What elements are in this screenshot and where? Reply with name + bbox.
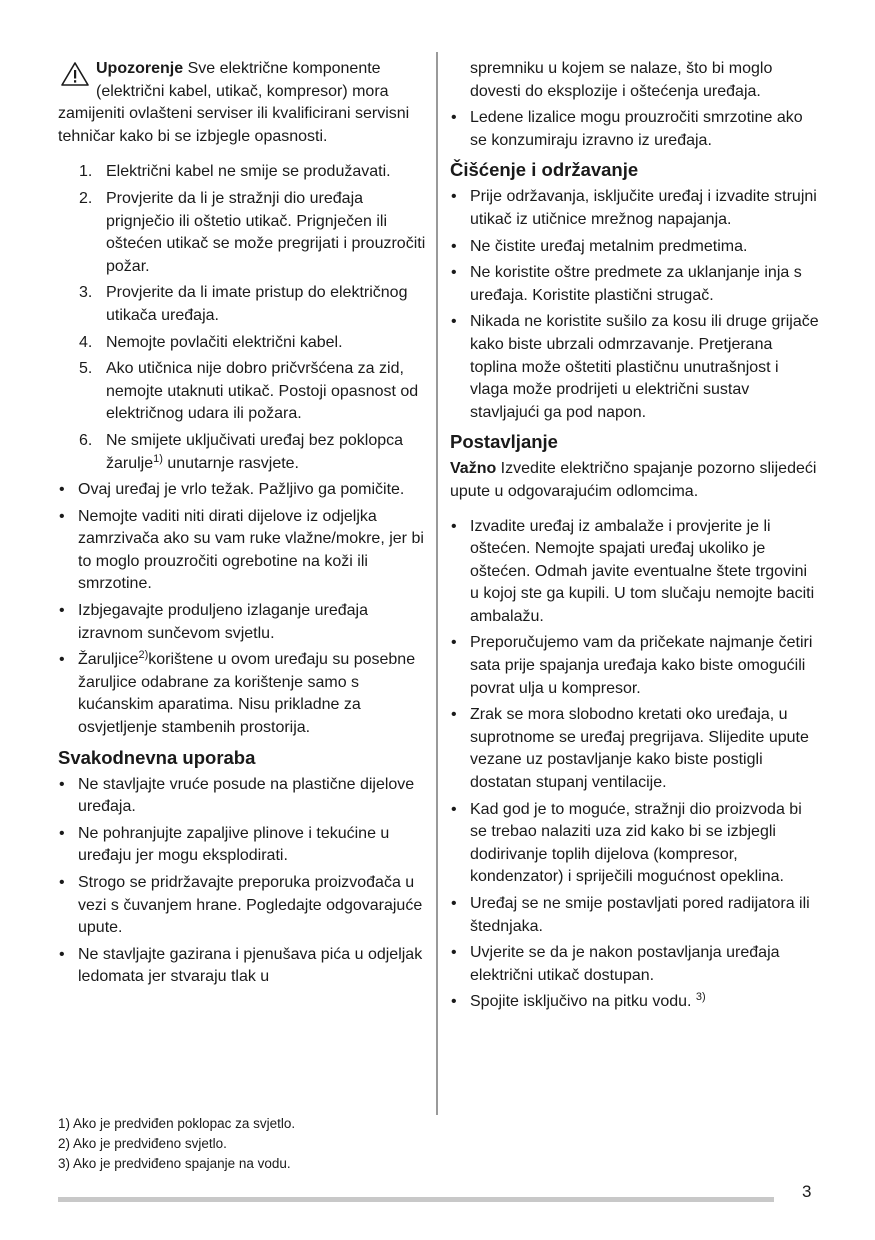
footnote-2: 2) Ako je predviđeno svjetlo. (58, 1136, 227, 1151)
item-text-cont: korištene u ovom uređaju su posebne žaruljice odabrane za korištenje samo s kućanskim aparatima. Nisu prikladne za osvjetljenje stambenih prostorija. (78, 651, 416, 737)
list-item: • Izbjegavajte produljeno izlaganje uređaja izravnom sunčevom svjetlu. (59, 602, 368, 642)
daily-use-list-continued (450, 58, 820, 152)
warning-label: Upozorenje (96, 60, 184, 77)
column-divider (436, 52, 438, 1115)
item-text: Nemojte povlačiti električni kabel. (106, 333, 343, 351)
warning-first-line (58, 58, 428, 81)
list-item: • Izvadite uređaj iz ambalaže i provjerite je li oštećen. Nemojte spajati uređaj ukoliko je oštećen. Odmah javite eventualne štete trgovini u kojoj ste ga kupili. U tom slučaju nemojte baciti ambalažu. (451, 517, 815, 625)
item-number: 1. (79, 163, 93, 181)
item-text: Ne smijete uključivati uređaj bez poklopca žarulje (106, 431, 404, 472)
section-heading-installation: Postavljanje (450, 431, 558, 453)
item-text: Uvjerite se da je nakon postavljanja uređaja električni utikač dostupan. (470, 944, 780, 984)
item-text: Nemojte vaditi niti dirati dijelove iz odjeljka zamrzivača ako su vam ruke vlažne/mokre, jer bi to moglo prouzročiti ogrebotine na koži ili smrzotine. (78, 507, 424, 593)
warning-block (58, 58, 428, 148)
warning-text-2: (električni kabel, utikač, kompresor) mora zamijeniti ovlašteni serviser ili kvalificirani servisni tehničar kako bi se izbjegle opasnosti. (58, 82, 410, 145)
installation-list (450, 516, 820, 1014)
item-text: Ako utičnica nije dobro pričvršćena za zid, nemojte utaknuti utikač. Postoji opasnost od električnog udara ili požara. (106, 360, 419, 423)
list-item: • Prije održavanja, isključite uređaj i izvadite strujni utikač iz utičnice mrežnog napajanja. (451, 188, 817, 228)
list-item (58, 332, 428, 355)
list-item: • Uvjerite se da je nakon postavljanja uređaja električni utikač dostupan. (451, 944, 780, 984)
item-text: Provjerite da li je stražnji dio uređaja prignječio ili oštetio utikač. Prignječen ili oštećen utikač se može pregrijati i prouzročiti požar. (106, 189, 426, 275)
list-item: • Kad god je to moguće, stražnji dio proizvoda bi se trebao nalaziti uza zid kako bi se izbjegli dodirivanje toplih dijelova (kompresor, kondenzator) i spriječili mogućnost opeklina. (451, 800, 802, 886)
warning-triangle-icon (60, 61, 90, 87)
item-number: 6. (79, 431, 93, 449)
list-item: • Strogo se pridržavajte preporuka proizvođača u vezi s čuvanjem hrane. Pogledajte odgovarajuće upute. (59, 874, 423, 937)
list-item: • Preporučujemo vam da pričekate najmanje četiri sata prije spajanja uređaja kako biste omogućili povrat ulja u kompresor. (451, 634, 813, 697)
list-item: • Nemojte vaditi niti dirati dijelove iz odjeljka zamrzivača ako su vam ruke vlažne/mokre, jer bi to moglo prouzročiti ogrebotine na koži ili smrzotine. (59, 507, 424, 593)
bottom-rule (58, 1197, 774, 1202)
item-text: Uređaj se ne smije postavljati pored radijatora ili štednjaka. (470, 895, 810, 935)
list-item: • Nikada ne koristite sušilo za kosu ili druge grijače kako biste ubrzali odmrzavanje. Pretjerana toplina može oštetiti plastičnu unutrašnjost i vlaga može prodrijeti u električni sustav stavljajući ga pod napon. (451, 313, 819, 421)
item-text: Izbjegavajte produljeno izlaganje uređaja izravnom sunčevom svjetlu. (78, 602, 368, 642)
cleaning-list (450, 186, 820, 424)
list-item: • Uređaj se ne smije postavljati pored radijatora ili štednjaka. (451, 895, 810, 935)
item-text: Žaruljice (78, 651, 139, 669)
item-number: 4. (79, 333, 93, 351)
item-text: Nikada ne koristite sušilo za kosu ili druge grijače kako biste ubrzali odmrzavanje. Pretjerana toplina može oštetiti plastičnu unutrašnjost i vlaga može prodrijeti u električni sustav stavljajući ga pod napon. (470, 313, 819, 421)
numbered-list (58, 161, 428, 475)
item-text: Strogo se pridržavajte preporuka proizvođača u vezi s čuvanjem hrane. Pogledajte odgovarajuće upute. (78, 874, 423, 937)
item-number: 2. (79, 189, 93, 207)
item-text: Ne stavljajte vruće posude na plastične dijelove uređaja. (78, 775, 415, 816)
footnote-1: 1) Ako je predviđen poklopac za svjetlo. (58, 1116, 296, 1131)
important-note (450, 458, 820, 503)
item-text: Ne čistite uređaj metalnim predmetima. (470, 237, 748, 255)
footnote-3: 3) Ako je predviđeno spajanje na vodu. (58, 1156, 291, 1171)
item-number: 3. (79, 284, 93, 302)
left-column (58, 58, 428, 993)
item-text: Ne stavljajte gazirana i pjenušava pića u odjeljak ledomata jer stvaraju tlak u (78, 945, 423, 986)
list-item: • Ne stavljajte vruće posude na plastične dijelove uređaja. (59, 775, 415, 816)
item-text-cont: unutarnje rasvjete. (162, 454, 299, 472)
daily-use-list (58, 774, 428, 989)
item-text: Ovaj uređaj je vrlo težak. Pažljivo ga pomičite. (78, 481, 405, 499)
list-item: • Zrak se mora slobodno kretati oko uređaja, u suprotnome se uređaj pregrijava. Slijedite upute vezane uz postavljanje kako biste postigli dostatan stupanj ventilacije. (451, 706, 809, 792)
section-heading-cleaning: Čišćenje i održavanje (450, 159, 639, 181)
item-text: Preporučujemo vam da pričekate najmanje četiri sata prije spajanja uređaja kako biste omogućili povrat ulja u kompresor. (470, 634, 813, 697)
footnote-ref: 1) (153, 452, 163, 465)
list-item: • Ne pohranjujte zapaljive plinove i tekućine u uređaju jer mogu eksplodirati. (59, 824, 390, 865)
safety-bullet-list (58, 479, 428, 740)
list-item: • Ovaj uređaj je vrlo težak. Pažljivo ga pomičite. (59, 481, 405, 499)
item-text: Ledene lizalice mogu prouzročiti smrzotine ako se konzumiraju izravno iz uređaja. (470, 109, 803, 149)
list-item: • Ne koristite oštre predmete za uklanjanje inja s uređaja. Koristite plastični strugač. (451, 264, 802, 304)
list-item (58, 282, 428, 327)
item-text: Električni kabel ne smije se produžavati. (106, 163, 391, 181)
item-text: Prije održavanja, isključite uređaj i izvadite strujni utikač iz utičnice mrežnog napajanja. (470, 188, 817, 228)
item-text: Kad god je to moguće, stražnji dio proizvoda bi se trebao nalaziti uza zid kako bi se izbjegli dodirivanje toplih dijelova (kompresor, kondenzator) i spriječili mogućnost opeklina. (470, 800, 802, 886)
item-number: 5. (79, 360, 93, 378)
important-text: Izvedite električno spajanje pozorno slijedeći upute u odgovarajućim odlomcima. (450, 460, 817, 500)
section-heading-daily-use: Svakodnevna uporaba (58, 746, 256, 768)
list-item: • Ne čistite uređaj metalnim predmetima. (451, 237, 748, 255)
important-label: Važno (450, 460, 497, 478)
item-text: Ne pohranjujte zapaljive plinove i tekućine u uređaju jer mogu eksplodirati. (78, 824, 390, 865)
list-item: • Žaruljice$^{2)}$korištene u ovom uređaju su posebne žaruljice odabrane za korištenje samo s kućanskim aparatima. Nisu prikladne za osvjetljenje stambenih prostorija. (59, 649, 416, 737)
list-item (58, 161, 428, 184)
footnote-ref: 2) (138, 649, 149, 662)
item-text: Izvadite uređaj iz ambalaže i provjerite je li oštećen. Nemojte spajati uređaj ukoliko je oštećen. Odmah javite eventualne štete trgovini u kojoj ste ga kupili. U tom slučaju nemojte baciti ambalažu. (470, 517, 815, 625)
page-number: 3 (802, 1182, 812, 1201)
item-text: Provjerite da li imate pristup do električnog utikača uređaja. (106, 284, 408, 324)
list-item (58, 358, 428, 426)
warning-text-1: Sve električne komponente (183, 60, 381, 77)
list-item-continued (450, 58, 820, 103)
item-text: spremniku u kojem se nalaze, što bi moglo dovesti do eksplozije i oštećenja uređaja. (470, 60, 773, 100)
footnotes (58, 1114, 458, 1174)
item-text: Spojite isključivo na pitku vodu. (470, 993, 696, 1011)
item-text: Ne koristite oštre predmete za uklanjanje inja s uređaja. Koristite plastični strugač. (470, 264, 802, 304)
list-item (58, 430, 428, 475)
list-item (58, 188, 428, 278)
right-column (450, 58, 820, 1018)
list-item: • Spojite isključivo na pitku vodu. $^{3)}$ (451, 991, 706, 1011)
list-item: • Ne stavljajte gazirana i pjenušava pića u odjeljak ledomata jer stvaraju tlak u (59, 945, 423, 986)
footnote-ref: 3) (695, 991, 706, 1004)
list-item: • Ledene lizalice mogu prouzročiti smrzotine ako se konzumiraju izravno iz uređaja. (451, 109, 803, 149)
item-text: Zrak se mora slobodno kretati oko uređaja, u suprotnome se uređaj pregrijava. Slijedite upute vezane uz postavljanje kako biste postigli dostatan stupanj ventilacije. (470, 706, 809, 792)
